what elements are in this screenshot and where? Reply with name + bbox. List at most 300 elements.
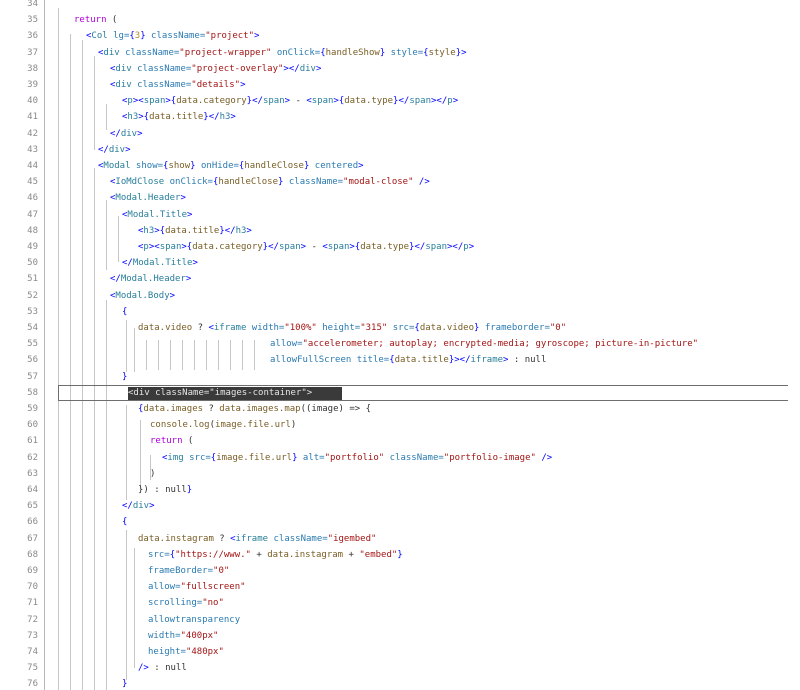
line-number: 43 bbox=[27, 144, 38, 155]
code-token: onClick= bbox=[164, 177, 213, 188]
code-token: Modal.Body bbox=[115, 290, 170, 301]
code-token: Modal.Title bbox=[127, 209, 188, 220]
line-number: 35 bbox=[27, 15, 38, 26]
code-token: { bbox=[163, 161, 169, 171]
code-token: show= bbox=[130, 161, 164, 171]
line-number: 55 bbox=[27, 339, 38, 350]
code-token: span bbox=[409, 96, 431, 107]
code-token: ((image) => { bbox=[300, 404, 372, 414]
code-token: centered bbox=[309, 161, 359, 171]
code-token: image.file.url bbox=[216, 452, 293, 463]
code-token: "0" bbox=[213, 566, 230, 576]
code-token: }</ bbox=[219, 225, 236, 236]
line-number: 69 bbox=[27, 566, 38, 576]
line-number: 64 bbox=[27, 485, 38, 495]
code-line[interactable] bbox=[0, 223, 800, 239]
code-token: >< bbox=[132, 96, 144, 107]
code-token: } bbox=[122, 371, 128, 382]
code-line[interactable] bbox=[0, 239, 800, 255]
code-token: "100%" bbox=[284, 323, 317, 333]
code-token: Modal.Title bbox=[132, 258, 193, 269]
code-token: } bbox=[140, 31, 146, 42]
code-token: > bbox=[149, 501, 155, 512]
code-token: frameborder= bbox=[479, 323, 550, 333]
code-token: > bbox=[240, 80, 246, 90]
code-token: >< bbox=[148, 242, 160, 252]
code-token: return bbox=[74, 15, 107, 26]
code-line[interactable] bbox=[0, 93, 800, 109]
code-token: allow= bbox=[148, 582, 181, 593]
code-token: allowtransparency bbox=[148, 614, 241, 625]
code-token: allow= bbox=[270, 339, 303, 350]
code-token: }</ bbox=[203, 112, 220, 123]
code-token: > bbox=[284, 96, 291, 107]
code-token: Col bbox=[91, 31, 108, 42]
line-number: 75 bbox=[27, 663, 38, 674]
code-token: <div className="images-container"> bbox=[128, 387, 313, 398]
line-number: 72 bbox=[27, 614, 38, 625]
code-token: }</ bbox=[262, 242, 279, 252]
code-token: }> bbox=[455, 47, 467, 58]
code-token: </ bbox=[98, 144, 109, 155]
line-number: 46 bbox=[27, 193, 38, 204]
code-token: "modal-close" bbox=[343, 177, 414, 188]
code-line[interactable] bbox=[0, 271, 800, 287]
line-number: 67 bbox=[27, 533, 38, 544]
code-token: className= bbox=[283, 177, 344, 188]
line-number: 53 bbox=[27, 306, 38, 317]
code-token: /> bbox=[535, 452, 553, 463]
code-token: { bbox=[129, 31, 135, 42]
code-token: < bbox=[98, 161, 104, 171]
code-token: - bbox=[306, 242, 323, 252]
code-token: > bbox=[315, 63, 322, 74]
code-token: ( bbox=[209, 420, 216, 431]
code-token: : null bbox=[148, 485, 187, 495]
code-token: < bbox=[322, 242, 328, 252]
line-number: 61 bbox=[27, 436, 38, 447]
code-token: div bbox=[115, 63, 132, 74]
code-token: data.category bbox=[192, 242, 263, 252]
code-token: div bbox=[115, 80, 132, 90]
line-number: 42 bbox=[27, 128, 38, 139]
code-token: </ bbox=[122, 501, 133, 512]
code-token: + bbox=[250, 549, 268, 560]
code-token: { bbox=[423, 47, 429, 58]
code-token: </ bbox=[122, 258, 133, 269]
code-token: "no" bbox=[202, 598, 224, 609]
code-token: : null bbox=[508, 355, 547, 366]
code-token: { bbox=[169, 549, 176, 560]
line-number: 39 bbox=[27, 80, 38, 90]
code-token: { bbox=[138, 404, 144, 414]
code-line[interactable] bbox=[0, 417, 800, 433]
code-token: > bbox=[125, 144, 131, 155]
code-token: data.type bbox=[344, 96, 394, 107]
code-token: ) bbox=[290, 420, 297, 431]
line-number: 71 bbox=[27, 598, 38, 609]
code-token: } bbox=[303, 161, 310, 171]
code-line[interactable] bbox=[0, 595, 800, 611]
code-line[interactable] bbox=[0, 304, 800, 320]
code-token: > bbox=[452, 96, 459, 107]
code-token: }) bbox=[138, 485, 149, 495]
code-token: iframe bbox=[213, 323, 247, 333]
code-line[interactable] bbox=[0, 369, 800, 385]
code-token: "project-overlay" bbox=[191, 63, 284, 74]
code-token: "400px" bbox=[180, 630, 219, 641]
code-line[interactable] bbox=[0, 77, 800, 93]
code-token: < bbox=[162, 452, 168, 463]
code-token: < bbox=[230, 533, 236, 544]
code-token: ? bbox=[203, 404, 220, 414]
code-token: - bbox=[290, 96, 307, 107]
code-token: lg= bbox=[107, 31, 130, 42]
code-token: p bbox=[127, 96, 133, 107]
code-line[interactable] bbox=[0, 401, 800, 417]
code-token: span bbox=[311, 96, 334, 107]
code-token: > bbox=[358, 161, 364, 171]
code-token: } bbox=[122, 679, 128, 690]
code-token: < bbox=[122, 96, 128, 107]
line-number: 65 bbox=[27, 501, 38, 512]
line-number: 66 bbox=[27, 517, 38, 528]
code-token: } bbox=[278, 177, 284, 188]
code-token: h3 bbox=[235, 225, 247, 236]
code-token: Modal.Header bbox=[115, 193, 181, 204]
code-line[interactable] bbox=[0, 531, 800, 547]
code-token: < bbox=[110, 80, 116, 90]
code-token: className= bbox=[131, 63, 192, 74]
code-token: } bbox=[474, 323, 480, 333]
code-line[interactable] bbox=[0, 336, 800, 352]
code-token: }</ bbox=[246, 96, 263, 107]
code-line[interactable] bbox=[0, 158, 800, 174]
code-token: "igembed" bbox=[327, 533, 377, 544]
code-token: { bbox=[389, 355, 395, 366]
code-token: div bbox=[103, 47, 120, 58]
code-token: >{ bbox=[349, 242, 361, 252]
code-token: }></ bbox=[448, 355, 471, 366]
code-token: > bbox=[192, 258, 198, 269]
code-token: iframe bbox=[470, 355, 504, 366]
code-token: ></ bbox=[283, 63, 300, 74]
code-line[interactable] bbox=[0, 660, 800, 676]
line-number: 49 bbox=[27, 242, 38, 252]
code-token: < bbox=[86, 31, 92, 42]
code-line[interactable] bbox=[0, 174, 800, 190]
code-token: >{ bbox=[333, 96, 345, 107]
code-token: >{ bbox=[138, 112, 150, 123]
line-number: 63 bbox=[27, 468, 38, 479]
code-line[interactable] bbox=[0, 28, 800, 44]
code-token: style= bbox=[385, 47, 424, 58]
code-token: "315" bbox=[360, 323, 388, 333]
code-token: span bbox=[159, 242, 182, 252]
line-number: 57 bbox=[27, 371, 38, 382]
code-token: : null bbox=[148, 663, 187, 674]
code-token: { bbox=[210, 452, 217, 463]
code-token: ( bbox=[106, 15, 118, 26]
code-token: height= bbox=[316, 323, 361, 333]
code-token: > bbox=[137, 128, 143, 139]
line-number: 37 bbox=[27, 47, 38, 58]
code-token: "portfolio" bbox=[324, 452, 385, 463]
code-token: "project-wrapper" bbox=[179, 47, 272, 58]
code-token: frameBorder= bbox=[148, 566, 214, 576]
code-token: </ bbox=[110, 128, 121, 139]
code-token: className= bbox=[384, 452, 444, 463]
code-token: src= bbox=[387, 323, 415, 333]
code-token: < bbox=[98, 47, 104, 58]
code-line[interactable] bbox=[0, 320, 800, 336]
code-token: span bbox=[262, 96, 285, 107]
code-token: { bbox=[122, 517, 128, 528]
code-token: ? bbox=[192, 323, 209, 333]
code-token: < bbox=[110, 63, 116, 74]
code-token: "480px" bbox=[185, 647, 224, 657]
code-token: h3 bbox=[143, 225, 155, 236]
code-token: onClick= bbox=[271, 47, 321, 58]
code-token: "project" bbox=[205, 31, 255, 42]
code-token: < bbox=[122, 112, 128, 123]
line-number: 44 bbox=[27, 161, 38, 171]
code-token: div bbox=[120, 128, 138, 139]
code-line[interactable] bbox=[0, 190, 800, 206]
code-token: iframe bbox=[235, 533, 269, 544]
code-token: div bbox=[299, 63, 316, 74]
code-token: >{ bbox=[181, 242, 193, 252]
code-token: "embed" bbox=[359, 549, 398, 560]
code-line[interactable] bbox=[0, 45, 800, 61]
code-token: className= bbox=[131, 80, 192, 90]
code-token: > bbox=[185, 274, 192, 285]
line-number: 41 bbox=[27, 112, 38, 123]
code-token: data.instagram bbox=[267, 549, 344, 560]
line-number: 76 bbox=[27, 679, 38, 690]
code-token: Modal bbox=[103, 161, 131, 171]
code-token: ( bbox=[182, 436, 194, 447]
code-token: "details" bbox=[191, 80, 241, 90]
code-token: >{ bbox=[165, 96, 177, 107]
code-token: data.instagram bbox=[138, 533, 214, 544]
code-token: span bbox=[143, 96, 166, 107]
code-token: > bbox=[230, 112, 236, 123]
code-token: data.video bbox=[419, 323, 474, 333]
code-token: "fullscreen" bbox=[180, 582, 246, 593]
code-token: ) bbox=[150, 468, 156, 479]
line-number: 59 bbox=[27, 404, 38, 414]
code-token: h3 bbox=[127, 112, 139, 123]
code-token: className= bbox=[268, 533, 328, 544]
line-number: 68 bbox=[27, 549, 38, 560]
code-token: /> bbox=[138, 663, 149, 674]
code-line[interactable] bbox=[0, 109, 800, 125]
code-token: className= bbox=[119, 47, 180, 58]
code-token: data.category bbox=[176, 96, 247, 107]
code-token: } bbox=[292, 452, 298, 463]
code-line[interactable] bbox=[0, 433, 800, 449]
line-number: 52 bbox=[27, 290, 38, 301]
code-token: }</ bbox=[393, 96, 410, 107]
code-token: 3 bbox=[134, 31, 141, 42]
code-token: style bbox=[428, 47, 456, 58]
code-token: alt= bbox=[297, 452, 325, 463]
code-token: < bbox=[110, 290, 116, 301]
code-line[interactable] bbox=[0, 563, 800, 579]
code-token: > bbox=[300, 242, 307, 252]
code-line[interactable] bbox=[0, 61, 800, 77]
line-number: 73 bbox=[27, 630, 38, 641]
code-token: { bbox=[212, 177, 219, 188]
code-token: < bbox=[138, 225, 144, 236]
code-token: src= bbox=[148, 549, 170, 560]
line-number: 62 bbox=[27, 452, 38, 463]
code-line[interactable] bbox=[0, 0, 800, 12]
line-number: 40 bbox=[27, 96, 38, 107]
code-token: div bbox=[108, 144, 126, 155]
code-line[interactable] bbox=[0, 498, 800, 514]
code-token: img bbox=[167, 452, 184, 463]
code-token: p bbox=[463, 242, 469, 252]
code-line[interactable] bbox=[0, 514, 800, 530]
code-token: allowFullScreen bbox=[270, 355, 352, 366]
code-token: title= bbox=[351, 355, 390, 366]
code-line[interactable] bbox=[0, 482, 800, 498]
code-token: < bbox=[306, 96, 312, 107]
code-token: className= bbox=[145, 31, 206, 42]
line-number: 58 bbox=[27, 387, 38, 398]
code-token: handleClose bbox=[218, 177, 279, 188]
code-token: p bbox=[143, 242, 149, 252]
line-number: 74 bbox=[27, 647, 38, 657]
code-token: { bbox=[238, 161, 245, 171]
code-token: } bbox=[190, 161, 196, 171]
code-token: show bbox=[168, 161, 191, 171]
code-token: src= bbox=[183, 452, 211, 463]
code-token: return bbox=[150, 436, 183, 447]
code-token: < bbox=[110, 193, 116, 204]
line-number: 45 bbox=[27, 177, 38, 188]
code-token: </ bbox=[110, 274, 121, 285]
code-token: h3 bbox=[219, 112, 231, 123]
line-number: 60 bbox=[27, 420, 38, 431]
code-token: > bbox=[187, 209, 193, 220]
code-token: } bbox=[397, 549, 403, 560]
code-token: > bbox=[503, 355, 509, 366]
code-token: > bbox=[468, 242, 475, 252]
code-line[interactable] bbox=[0, 207, 800, 223]
code-line[interactable] bbox=[0, 288, 800, 304]
code-token: ? bbox=[213, 533, 231, 544]
code-token: Modal.Header bbox=[120, 274, 186, 285]
code-token: { bbox=[414, 323, 420, 333]
code-line[interactable] bbox=[0, 352, 800, 368]
code-token: < bbox=[138, 242, 144, 252]
line-number: 47 bbox=[27, 209, 38, 220]
code-token: "accelerometer; autoplay; encrypted-media; gyroscope; picture-in-picture" bbox=[302, 339, 699, 350]
code-line[interactable] bbox=[0, 676, 800, 690]
code-token: < bbox=[208, 323, 214, 333]
code-line[interactable] bbox=[0, 466, 800, 482]
code-token: > bbox=[169, 290, 176, 301]
code-token: ></ bbox=[447, 242, 464, 252]
code-line[interactable] bbox=[0, 385, 800, 401]
code-line[interactable] bbox=[0, 579, 800, 595]
code-token: data.images bbox=[143, 404, 204, 414]
code-token: data.type bbox=[360, 242, 410, 252]
code-token: >{ bbox=[154, 225, 166, 236]
code-line[interactable] bbox=[0, 255, 800, 271]
line-number: 48 bbox=[27, 225, 38, 236]
code-token: }</ bbox=[409, 242, 426, 252]
code-token: > bbox=[254, 31, 260, 42]
code-token: p bbox=[447, 96, 453, 107]
line-number: 70 bbox=[27, 582, 38, 593]
code-token: console.log bbox=[150, 420, 210, 431]
code-line[interactable] bbox=[0, 628, 800, 644]
code-token: onHide= bbox=[195, 161, 239, 171]
code-token: data.video bbox=[138, 323, 193, 333]
code-token: image.file.url bbox=[215, 420, 291, 431]
code-token: "0" bbox=[549, 323, 567, 333]
line-number: 56 bbox=[27, 355, 38, 366]
code-token: > bbox=[246, 225, 252, 236]
line-number: 36 bbox=[27, 31, 38, 42]
code-token: div bbox=[132, 501, 150, 512]
code-line[interactable] bbox=[0, 126, 800, 142]
code-line[interactable] bbox=[0, 547, 800, 563]
code-line[interactable] bbox=[0, 450, 800, 466]
code-token: } bbox=[186, 485, 193, 495]
code-token: data.title bbox=[394, 355, 449, 366]
code-token: ></ bbox=[431, 96, 448, 107]
code-line[interactable] bbox=[0, 644, 800, 660]
code-token: "portfolio-image" bbox=[443, 452, 536, 463]
code-token: > bbox=[180, 193, 186, 204]
code-token: { bbox=[122, 306, 128, 317]
line-number: 50 bbox=[27, 258, 38, 269]
line-number: 54 bbox=[27, 323, 38, 333]
code-line[interactable] bbox=[0, 12, 800, 28]
line-number: 51 bbox=[27, 274, 38, 285]
code-line[interactable] bbox=[0, 612, 800, 628]
line-number: 34 bbox=[27, 0, 38, 9]
code-token: /> bbox=[413, 177, 430, 188]
code-token: span bbox=[327, 242, 350, 252]
code-token: width= bbox=[148, 630, 181, 641]
code-token: } bbox=[379, 47, 386, 58]
code-line[interactable] bbox=[0, 142, 800, 158]
code-token: < bbox=[122, 209, 128, 220]
code-token: handleClose bbox=[244, 161, 304, 171]
code-token: span bbox=[425, 242, 447, 252]
code-token: + bbox=[343, 549, 360, 560]
code-token: < bbox=[110, 177, 116, 188]
code-token: handleShow bbox=[325, 47, 380, 58]
code-token: data.title bbox=[149, 112, 204, 123]
line-number: 38 bbox=[27, 63, 38, 74]
code-token: width= bbox=[246, 323, 285, 333]
code-token: span bbox=[278, 242, 301, 252]
code-token: height= bbox=[148, 647, 186, 657]
code-token: { bbox=[320, 47, 326, 58]
code-token: scrolling= bbox=[148, 598, 203, 609]
code-token: data.images.map bbox=[219, 404, 301, 414]
code-token: "https://www." bbox=[175, 549, 251, 560]
code-token: IoMdClose bbox=[115, 177, 165, 188]
code-token: data.title bbox=[165, 225, 220, 236]
